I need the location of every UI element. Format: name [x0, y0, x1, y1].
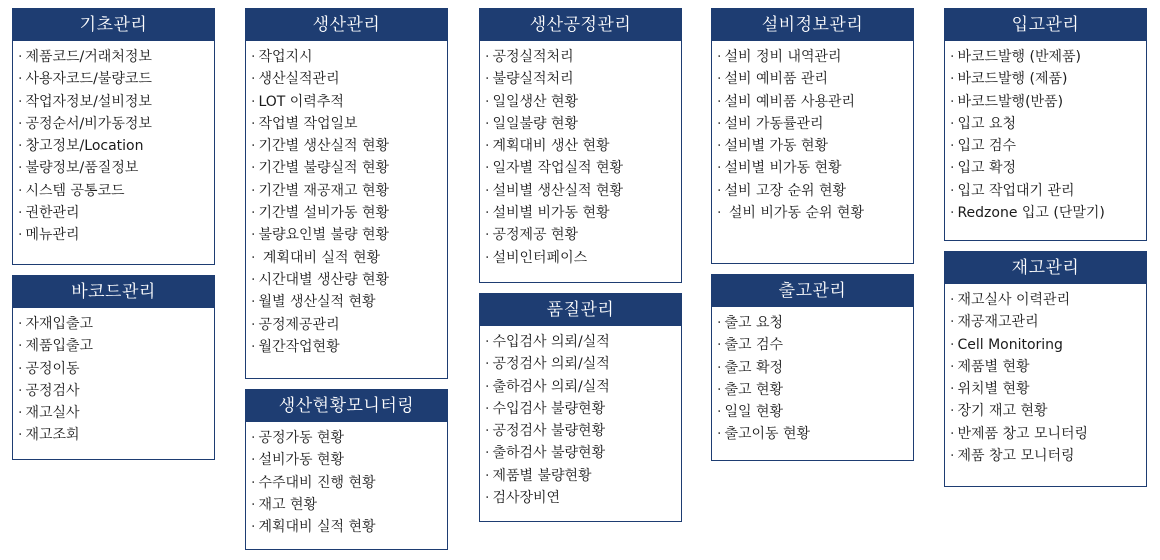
menu-item-quality[interactable]: · 출하검사 의뢰/실적	[485, 376, 677, 398]
menu-item-monitoring[interactable]: · 수주대비 진행 현황	[251, 472, 443, 494]
menu-item-basic[interactable]: · 사용자코드/불량코드	[18, 68, 210, 90]
menu-item-inventory[interactable]: · 제품별 현황	[950, 356, 1142, 378]
menu-panel-shipping	[711, 274, 914, 461]
menu-item-process[interactable]: · 설비별 생산실적 현황	[485, 180, 677, 202]
menu-item-inventory[interactable]: · 장기 재고 현황	[950, 400, 1142, 422]
panel-items-inventory	[945, 284, 1146, 467]
panel-title-shipping[interactable]: 출고관리	[712, 275, 913, 307]
menu-item-barcode[interactable]: · 제품입출고	[18, 335, 210, 357]
menu-panel-receiving	[944, 8, 1147, 241]
menu-item-equipment[interactable]: · 설비별 비가동 현황	[717, 157, 909, 179]
menu-panel-barcode	[12, 275, 215, 460]
menu-item-quality[interactable]: · 수입검사 불량현황	[485, 398, 677, 420]
menu-item-production[interactable]: · 계획대비 실적 현황	[251, 247, 443, 269]
menu-item-process[interactable]: · 공정제공 현황	[485, 224, 677, 246]
menu-item-production[interactable]: · 작업별 작업일보	[251, 113, 443, 135]
panel-items-basic	[13, 41, 214, 247]
menu-panel-equipment	[711, 8, 914, 264]
menu-item-shipping[interactable]: · 출고 검수	[717, 334, 909, 356]
menu-item-barcode[interactable]: · 자재입출고	[18, 313, 210, 335]
menu-item-receiving[interactable]: · 입고 검수	[950, 135, 1142, 157]
menu-item-production[interactable]: · 작업지시	[251, 46, 443, 68]
menu-item-production[interactable]: · 생산실적관리	[251, 68, 443, 90]
panel-title-quality[interactable]: 품질관리	[480, 294, 681, 326]
menu-item-quality[interactable]: · 공정검사 불량현황	[485, 420, 677, 442]
panel-items-process	[480, 41, 681, 269]
menu-item-process[interactable]: · 설비별 비가동 현황	[485, 202, 677, 224]
menu-item-inventory[interactable]: · 위치별 현황	[950, 378, 1142, 400]
menu-item-shipping[interactable]: · 일일 현황	[717, 401, 909, 423]
menu-item-monitoring[interactable]: · 공정가동 현황	[251, 427, 443, 449]
menu-item-equipment[interactable]: · 설비 예비품 관리	[717, 68, 909, 90]
menu-item-inventory[interactable]: · Cell Monitoring	[950, 334, 1142, 356]
menu-item-production[interactable]: · 월별 생산실적 현황	[251, 291, 443, 313]
menu-item-production[interactable]: · 공정제공관리	[251, 314, 443, 336]
panel-items-monitoring	[246, 422, 447, 538]
menu-item-basic[interactable]: · 시스템 공통코드	[18, 180, 210, 202]
menu-panel-monitoring	[245, 389, 448, 550]
menu-item-equipment[interactable]: · 설비 고장 순위 현황	[717, 180, 909, 202]
menu-panel-production	[245, 8, 448, 379]
menu-item-basic[interactable]: · 창고정보/Location	[18, 135, 210, 157]
panel-title-production[interactable]: 생산관리	[246, 9, 447, 41]
menu-item-basic[interactable]: · 불량정보/품질정보	[18, 157, 210, 179]
panel-title-equipment[interactable]: 설비정보관리	[712, 9, 913, 41]
menu-item-inventory[interactable]: · 재공재고관리	[950, 311, 1142, 333]
menu-item-barcode[interactable]: · 재고조회	[18, 424, 210, 446]
menu-item-basic[interactable]: · 작업자정보/설비정보	[18, 91, 210, 113]
menu-item-quality[interactable]: · 공정검사 의뢰/실적	[485, 353, 677, 375]
panel-title-basic[interactable]: 기초관리	[13, 9, 214, 41]
menu-item-quality[interactable]: · 수입검사 의뢰/실적	[485, 331, 677, 353]
menu-item-equipment[interactable]: · 설비 비가동 순위 현황	[717, 202, 909, 224]
menu-item-inventory[interactable]: · 제품 창고 모니터링	[950, 445, 1142, 467]
panel-items-shipping	[712, 307, 913, 446]
menu-item-equipment[interactable]: · 설비별 가동 현황	[717, 135, 909, 157]
menu-item-equipment[interactable]: · 설비 예비품 사용관리	[717, 91, 909, 113]
menu-panel-inventory	[944, 251, 1147, 487]
menu-item-monitoring[interactable]: · 설비가동 현황	[251, 449, 443, 471]
menu-item-barcode[interactable]: · 공정이동	[18, 358, 210, 380]
menu-panel-process	[479, 8, 682, 283]
menu-item-shipping[interactable]: · 출고 요청	[717, 312, 909, 334]
menu-item-process[interactable]: · 일일생산 현황	[485, 91, 677, 113]
menu-item-production[interactable]: · LOT 이력추적	[251, 91, 443, 113]
panel-title-barcode[interactable]: 바코드관리	[13, 276, 214, 308]
menu-item-equipment[interactable]: · 설비 정비 내역관리	[717, 46, 909, 68]
menu-item-receiving[interactable]: · 바코드발행(반품)	[950, 91, 1142, 113]
menu-item-monitoring[interactable]: · 계획대비 실적 현황	[251, 516, 443, 538]
panel-title-process[interactable]: 생산공정관리	[480, 9, 681, 41]
menu-item-process[interactable]: · 계획대비 생산 현황	[485, 135, 677, 157]
menu-item-production[interactable]: · 기간별 재공재고 현황	[251, 180, 443, 202]
menu-item-basic[interactable]: · 권한관리	[18, 202, 210, 224]
menu-item-basic[interactable]: · 제품코드/거래처정보	[18, 46, 210, 68]
menu-item-process[interactable]: · 공정실적처리	[485, 46, 677, 68]
menu-item-process[interactable]: · 일일불량 현황	[485, 113, 677, 135]
menu-item-barcode[interactable]: · 재고실사	[18, 402, 210, 424]
menu-item-receiving[interactable]: · 입고 작업대기 관리	[950, 180, 1142, 202]
menu-item-inventory[interactable]: · 반제품 창고 모니터링	[950, 423, 1142, 445]
menu-item-quality[interactable]: · 출하검사 불량현황	[485, 442, 677, 464]
menu-item-barcode[interactable]: · 공정검사	[18, 380, 210, 402]
menu-item-production[interactable]: · 기간별 설비가동 현황	[251, 202, 443, 224]
menu-item-production[interactable]: · 기간별 불량실적 현황	[251, 157, 443, 179]
panel-items-quality	[480, 326, 681, 509]
menu-item-receiving[interactable]: · 바코드발행 (제품)	[950, 68, 1142, 90]
menu-item-receiving[interactable]: · Redzone 입고 (단말기)	[950, 202, 1142, 224]
menu-item-inventory[interactable]: · 재고실사 이력관리	[950, 289, 1142, 311]
menu-item-process[interactable]: · 설비인터페이스	[485, 247, 677, 269]
panel-items-receiving	[945, 41, 1146, 224]
menu-item-process[interactable]: · 일자별 작업실적 현황	[485, 157, 677, 179]
menu-item-shipping[interactable]: · 출고 현황	[717, 379, 909, 401]
menu-item-quality[interactable]: · 제품별 불량현황	[485, 465, 677, 487]
menu-item-production[interactable]: · 월간작업현황	[251, 336, 443, 358]
menu-item-basic[interactable]: · 메뉴관리	[18, 224, 210, 246]
menu-item-shipping[interactable]: · 출고 확정	[717, 357, 909, 379]
panel-items-equipment	[712, 41, 913, 224]
panel-items-barcode	[13, 308, 214, 447]
menu-item-basic[interactable]: · 공정순서/비가동정보	[18, 113, 210, 135]
panel-title-inventory[interactable]: 재고관리	[945, 252, 1146, 284]
menu-panel-basic	[12, 8, 215, 265]
panel-title-receiving[interactable]: 입고관리	[945, 9, 1146, 41]
menu-item-receiving[interactable]: · 입고 요청	[950, 113, 1142, 135]
panel-title-monitoring[interactable]: 생산현황모니터링	[246, 390, 447, 422]
menu-item-receiving[interactable]: · 입고 확정	[950, 157, 1142, 179]
menu-item-process[interactable]: · 불량실적처리	[485, 68, 677, 90]
menu-item-production[interactable]: · 기간별 생산실적 현황	[251, 135, 443, 157]
menu-item-quality[interactable]: · 검사장비연	[485, 487, 677, 509]
menu-item-receiving[interactable]: · 바코드발행 (반제품)	[950, 46, 1142, 68]
menu-item-equipment[interactable]: · 설비 가동률관리	[717, 113, 909, 135]
menu-panel-quality	[479, 293, 682, 522]
menu-item-production[interactable]: · 시간대별 생산량 현황	[251, 269, 443, 291]
panel-items-production	[246, 41, 447, 358]
menu-item-shipping[interactable]: · 출고이동 현황	[717, 423, 909, 445]
menu-item-production[interactable]: · 불량요인별 불량 현황	[251, 224, 443, 246]
menu-item-monitoring[interactable]: · 재고 현황	[251, 494, 443, 516]
